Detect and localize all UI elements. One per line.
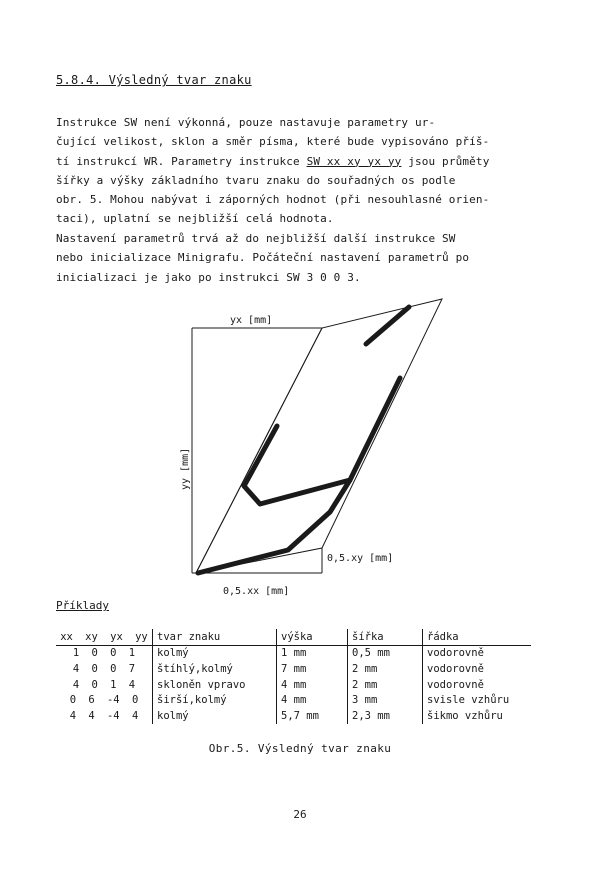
instruction-underlined: SW xx xy yx yy [306,154,402,168]
table-row [56,708,531,724]
paragraph-line: nebo inicializace Minigrafu. Počáteční nastavení parametrů po [56,251,470,265]
paragraph-2 [56,229,469,287]
table-row [56,692,531,708]
paragraph-line [56,152,489,171]
cell-line: vodorovně [423,661,532,677]
cell-line: svisle vzhůru [423,692,532,708]
column-header: výška [277,629,348,645]
section-heading: 5.8.4. Výsledný tvar znaku [56,73,252,87]
paragraph-line: šířky a výšky základního tvaru znaku do souřadných os podle [56,173,456,187]
figure-caption: Obr.5. Výsledný tvar znaku [208,742,392,755]
paragraph-line: Nastavení parametrů trvá až do nejbližší další instrukce SW [56,232,456,245]
paragraph-line: Instrukce SW není výkonná, pouze nastavuje parametry ur- [56,116,436,129]
table-row [56,645,531,661]
table-row [56,677,531,693]
cell-shape: štíhlý,kolmý [153,661,277,677]
cell-shape: skloněn vpravo [153,677,277,693]
paragraph-line: čující velikost, sklon a směr písma, které bude vypisováno příš- [56,135,490,149]
cell-shape: širší,kolmý [153,692,277,708]
cell-shape: kolmý [153,645,277,661]
cell-height: 4 mm [277,692,348,708]
cell-height: 4 mm [277,677,348,693]
line-suffix: jsou průměty [401,154,490,168]
table-header-row [56,629,531,645]
line-prefix: tí instrukcí WR. Parametry instrukce [56,154,307,168]
cell-codes: 4 0 1 4 [72,678,136,691]
examples-table [56,629,531,724]
cell-codes: 4 0 0 7 [72,662,136,675]
column-header: řádka [423,629,532,645]
column-header: šířka [348,629,423,645]
cell-codes: 4 4 -4 4 [69,709,139,722]
cell-codes: 0 6 -4 0 [69,694,139,707]
character-shape-diagram [150,290,460,610]
label-yy: yy [mm] [180,447,191,490]
character-cell-outline [196,299,442,573]
column-header: tvar znaku [153,629,277,645]
paragraph-1 [56,113,489,229]
character-strokes [198,307,409,573]
table-row [56,661,531,677]
cell-shape: kolmý [153,708,277,724]
cell-height: 5,7 mm [277,708,348,724]
column-header: xx xy yx yy [56,629,153,645]
cell-width: 3 mm [348,692,423,708]
stroke-main [244,378,400,504]
cell-line: šikmo vzhůru [423,708,532,724]
cell-width: 2,3 mm [348,708,423,724]
paragraph-line: taci), uplatní se nejbližší celá hodnota. [56,212,334,226]
label-half-xy: 0,5.xy [mm] [327,553,394,564]
label-half-xx: 0,5.xx [mm] [223,586,290,597]
cell-height: 1 mm [277,645,348,661]
cell-width: 0,5 mm [348,645,423,661]
cell-width: 2 mm [348,677,423,693]
paragraph-line: obr. 5. Mohou nabývat i záporných hodnot (při nesouhlasné orien- [56,193,490,207]
cell-height: 7 mm [277,661,348,677]
cell-line: vodorovně [423,677,532,693]
examples-heading: Příklady [56,599,109,612]
paragraph-line: inicializaci je jako po instrukci SW 3 0 0 3. [56,270,361,284]
page-number: 26 [293,808,307,821]
cell-line: vodorovně [423,645,532,661]
cell-width: 2 mm [348,661,423,677]
label-yx: yx [mm] [230,315,273,326]
cell-codes: 1 0 0 1 [72,647,136,660]
